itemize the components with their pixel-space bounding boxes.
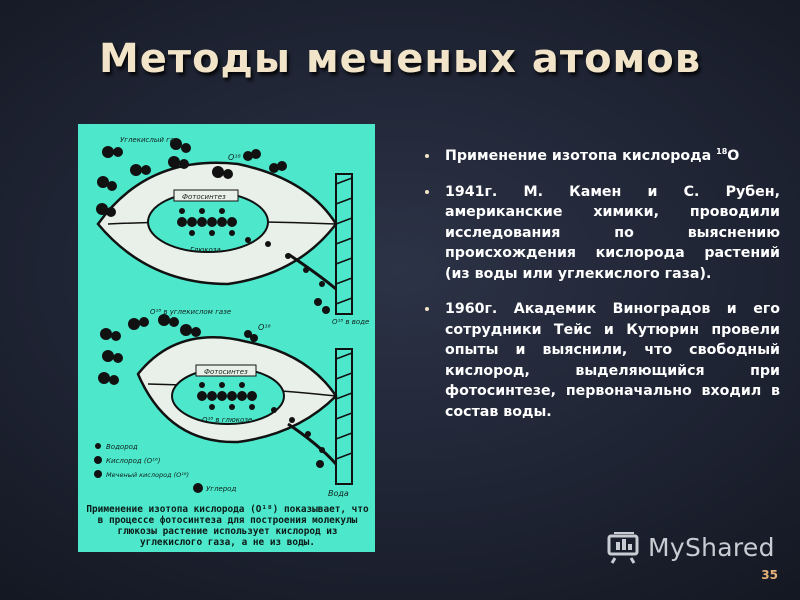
presentation-icon bbox=[606, 530, 642, 564]
bullet-1-superscript: 18 bbox=[716, 147, 728, 156]
bottom-o16-label: O¹⁶ bbox=[258, 323, 271, 332]
top-glucose-label: Глюкоза bbox=[190, 246, 221, 254]
bullet-1-suffix: O bbox=[727, 148, 740, 164]
bullet-item-1941: 1941г. М. Камен и С. Рубен, американские химики, проводили исследования по выяснению происхождения кислорода растений (из воды или углекислого газа). bbox=[420, 182, 780, 285]
bottom-in-glucose-label: O¹⁸ в глюкозе bbox=[202, 416, 253, 424]
top-o18-label: O¹⁸ bbox=[228, 153, 241, 162]
top-stem bbox=[336, 174, 352, 314]
slide-title: Методы меченых атомов bbox=[98, 36, 702, 82]
bullet-1-text: Применение изотопа кислорода bbox=[445, 148, 717, 164]
bullet-item-1960: 1960г. Академик Виноградов и его сотрудники Тейс и Кутюрин провели опыты и выяснили, что свободный кислород, выделяющийся при фотосинтезе, первоначально входил в состав воды. bbox=[420, 299, 780, 422]
bullet-list-container bbox=[420, 146, 780, 437]
bottom-stem bbox=[336, 349, 352, 484]
legend-hydrogen: Водород bbox=[106, 443, 138, 451]
top-photosynthesis-label: Фотосинтез bbox=[182, 193, 226, 201]
bottom-photosynthesis-label: Фотосинтез bbox=[204, 368, 248, 376]
top-in-water-label: O¹⁸ в воде bbox=[332, 318, 370, 326]
legend-oxygen16: Кислород (O¹⁶) bbox=[106, 457, 161, 465]
bullet-list bbox=[420, 146, 780, 422]
top-co2-label: Углекислый газ bbox=[120, 136, 178, 144]
legend-oxygen18: Меченый кислород (O¹⁸) bbox=[106, 471, 190, 479]
myshared-watermark bbox=[606, 530, 775, 564]
photosynthesis-figure bbox=[78, 124, 375, 552]
legend-carbon: Углерод bbox=[206, 485, 237, 493]
figure-legend bbox=[94, 443, 236, 493]
bottom-co2-label: O¹⁸ в углекислом газе bbox=[150, 308, 232, 316]
leaf-diagram bbox=[78, 124, 375, 504]
page-number: 35 bbox=[761, 568, 778, 582]
bottom-diagram bbox=[98, 308, 352, 498]
bullet-item-isotope bbox=[420, 146, 780, 167]
watermark-text: MyShared bbox=[648, 532, 775, 562]
figure-caption: Применение изотопа кислорода (O¹⁸) показывает, что в процессе фотосинтеза для построения молекулы глюкозы растение использует кислород из углекислого газа, а не из воды. bbox=[86, 504, 369, 548]
bottom-water-label: Вода bbox=[328, 489, 349, 498]
top-diagram bbox=[96, 136, 369, 326]
